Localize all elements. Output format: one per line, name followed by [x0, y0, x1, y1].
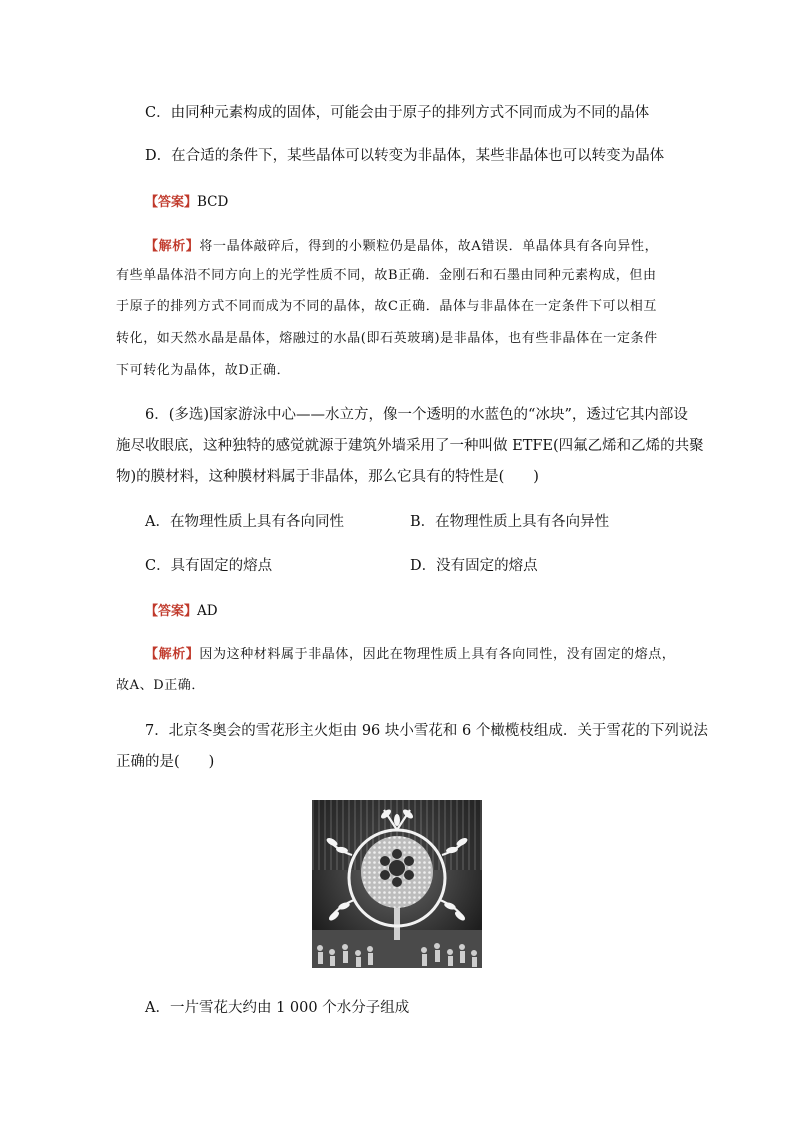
- answer-value: BCD: [197, 194, 229, 210]
- q6-stem-line-1: 6．(多选)国家游泳中心——水立方，像一个透明的水蓝色的“冰块”，透过它其内部设: [145, 407, 688, 423]
- q6-stem-line-3: 物)的膜材料，这种膜材料属于非晶体，那么它具有的特性是( ): [116, 469, 539, 485]
- q6-answer: [145, 601, 218, 622]
- q7-stem-line-1: 7．北京冬奥会的雪花形主火炬由 96 块小雪花和 6 个橄榄枝组成．关于雪花的下列说法: [145, 723, 708, 739]
- q5-explanation-line-4: 转化，如天然水晶是晶体，熔融过的水晶(即石英玻璃)是非晶体，也有些非晶体在一定条件: [116, 331, 658, 346]
- answer-tag: 【答案】: [145, 195, 198, 210]
- q6-option-b: B．在物理性质上具有各向异性: [410, 514, 610, 530]
- q6-explanation-line-1: 【解析】因为这种材料属于非晶体，因此在物理性质上具有各向同性，没有固定的熔点，: [145, 647, 676, 662]
- q5-option-c: C．由同种元素构成的固体，可能会由于原子的排列方式不同而成为不同的晶体: [145, 105, 650, 121]
- q6-stem-line-2: 施尽收眼底，这种独特的感觉就源于建筑外墙采用了一种叫做 ETFE(四氟乙烯和乙烯的共聚: [116, 438, 704, 454]
- q5-explanation-line-1: 【解析】将一晶体敲碎后，得到的小颗粒仍是晶体，故A错误．单晶体具有各向异性，: [145, 239, 659, 254]
- q7-option-a: A．一片雪花大约由 1 000 个水分子组成: [145, 1000, 410, 1016]
- answer-value: AD: [197, 603, 218, 619]
- q5-answer: [145, 192, 228, 213]
- q6-option-a: A．在物理性质上具有各向同性: [145, 514, 344, 530]
- explanation-tag: 【解析】: [145, 647, 200, 662]
- q5-explanation-line-3: 于原子的排列方式不同而成为不同的晶体，故C正确．晶体与非晶体在一定条件下可以相互: [116, 299, 657, 314]
- explanation-tag: 【解析】: [145, 239, 200, 254]
- snowflake-torch-photo: [312, 800, 482, 968]
- q5-explanation-line-5: 下可转化为晶体，故D正确．: [116, 363, 291, 378]
- q6-explanation-line-2: 故A、D正确．: [116, 678, 206, 693]
- q5-explanation-line-2: 有些单晶体沿不同方向上的光学性质不同，故B正确．金刚石和石墨由同种元素构成，但由: [116, 268, 657, 283]
- q7-stem-line-2: 正确的是( ): [116, 754, 215, 770]
- q6-option-d: D．没有固定的熔点: [410, 558, 538, 574]
- q5-option-d: D．在合适的条件下，某些晶体可以转变为非晶体，某些非晶体也可以转变为晶体: [145, 148, 665, 164]
- answer-tag: 【答案】: [145, 604, 198, 619]
- snowflake-torch-image: [312, 800, 482, 968]
- q6-option-c: C．具有固定的熔点: [145, 558, 273, 574]
